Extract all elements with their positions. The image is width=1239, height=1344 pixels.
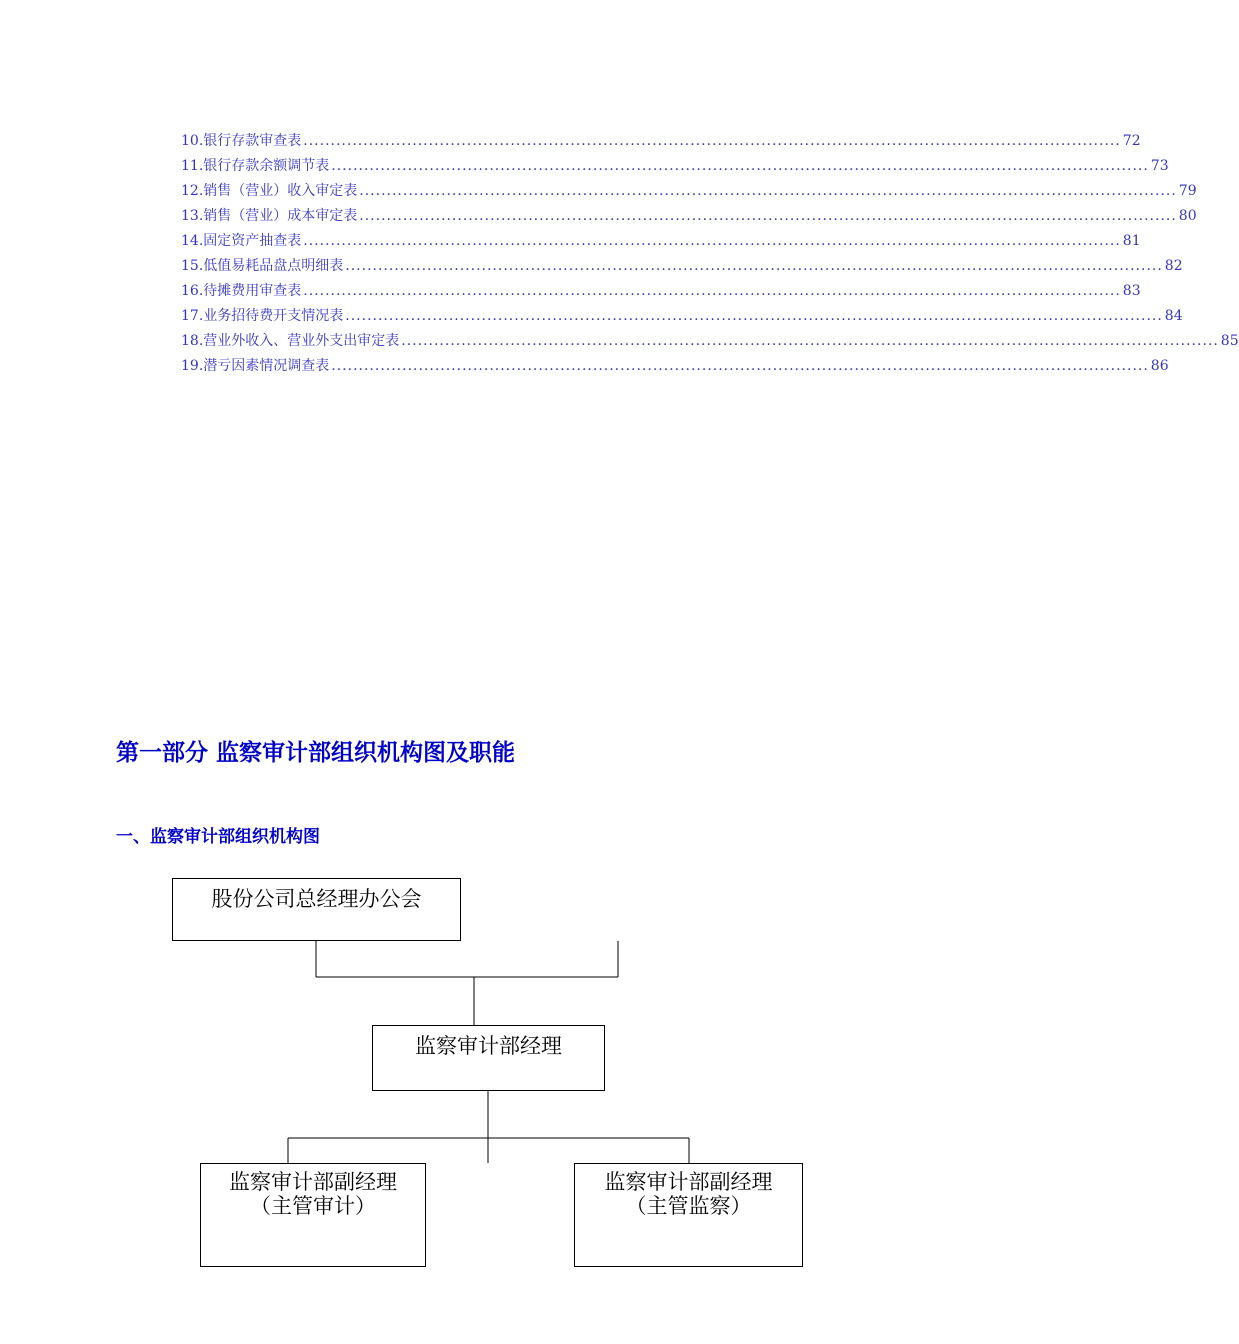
toc-leader-dots: ...................................................................................................................................................... (359, 183, 1177, 199)
toc-leader-dots: ...................................................................................................................................................... (401, 333, 1219, 349)
part-heading: 第一部分 监察审计部组织机构图及职能 (116, 740, 516, 766)
toc-entry-title: 14.固定资产抽查表 (181, 233, 302, 249)
toc-entry-title: 15.低值易耗品盘点明细表 (181, 258, 344, 274)
org-node-label: 监察审计部副经理 (604, 1170, 773, 1194)
org-node-sublabel: （主管审计） (250, 1194, 376, 1218)
toc-entry-page: 83 (1122, 283, 1141, 299)
section-heading: 一、监察审计部组织机构图 (116, 827, 320, 847)
org-node-deputy-supervision (574, 1163, 803, 1267)
toc-entry-page: 82 (1164, 258, 1183, 274)
toc-leader-dots: ...................................................................................................................................................... (331, 358, 1149, 374)
org-node-audit-manager (372, 1025, 605, 1091)
toc-entry-page: 73 (1150, 158, 1169, 174)
org-node-label: 监察审计部副经理 (229, 1170, 397, 1194)
toc-entry-title: 16.待摊费用审查表 (181, 283, 302, 299)
toc-leader-dots: ...................................................................................................................................................... (345, 308, 1163, 324)
toc-leader-dots: ...................................................................................................................................................... (303, 233, 1121, 249)
org-node-deputy-audit (200, 1163, 426, 1267)
toc-leader-dots: ...................................................................................................................................................... (331, 158, 1149, 174)
toc-entry-page: 86 (1150, 358, 1169, 374)
org-node-label: 股份公司总经理办公会 (211, 887, 422, 911)
toc-leader-dots: ...................................................................................................................................................... (359, 208, 1177, 224)
org-node-sublabel: （主管监察） (625, 1194, 752, 1218)
toc-entry-page: 84 (1164, 308, 1183, 324)
org-node-label: 监察审计部经理 (415, 1034, 562, 1058)
toc-entry-page: 81 (1122, 233, 1141, 249)
toc-entry-title: 12.销售（营业）收入审定表 (181, 183, 358, 199)
toc-entry-title: 11.银行存款余额调节表 (181, 158, 330, 174)
org-node-general-manager-office (172, 878, 461, 941)
toc-entry-page: 79 (1178, 183, 1197, 199)
toc-leader-dots: ...................................................................................................................................................... (303, 133, 1121, 149)
toc-entry-title: 10.银行存款审查表 (181, 133, 302, 149)
toc-entry-page: 72 (1122, 133, 1141, 149)
toc-leader-dots: ...................................................................................................................................................... (303, 283, 1121, 299)
toc-entry-page: 85 (1220, 333, 1239, 349)
toc-entry-title: 18.营业外收入、营业外支出审定表 (181, 333, 400, 349)
toc-entry-title: 13.销售（营业）成本审定表 (181, 208, 358, 224)
toc-leader-dots: ...................................................................................................................................................... (345, 258, 1163, 274)
toc-entry-page: 80 (1178, 208, 1197, 224)
toc-entry-title: 17.业务招待费开支情况表 (181, 308, 344, 324)
toc-entry-title: 19.潜亏因素情况调查表 (181, 358, 330, 374)
